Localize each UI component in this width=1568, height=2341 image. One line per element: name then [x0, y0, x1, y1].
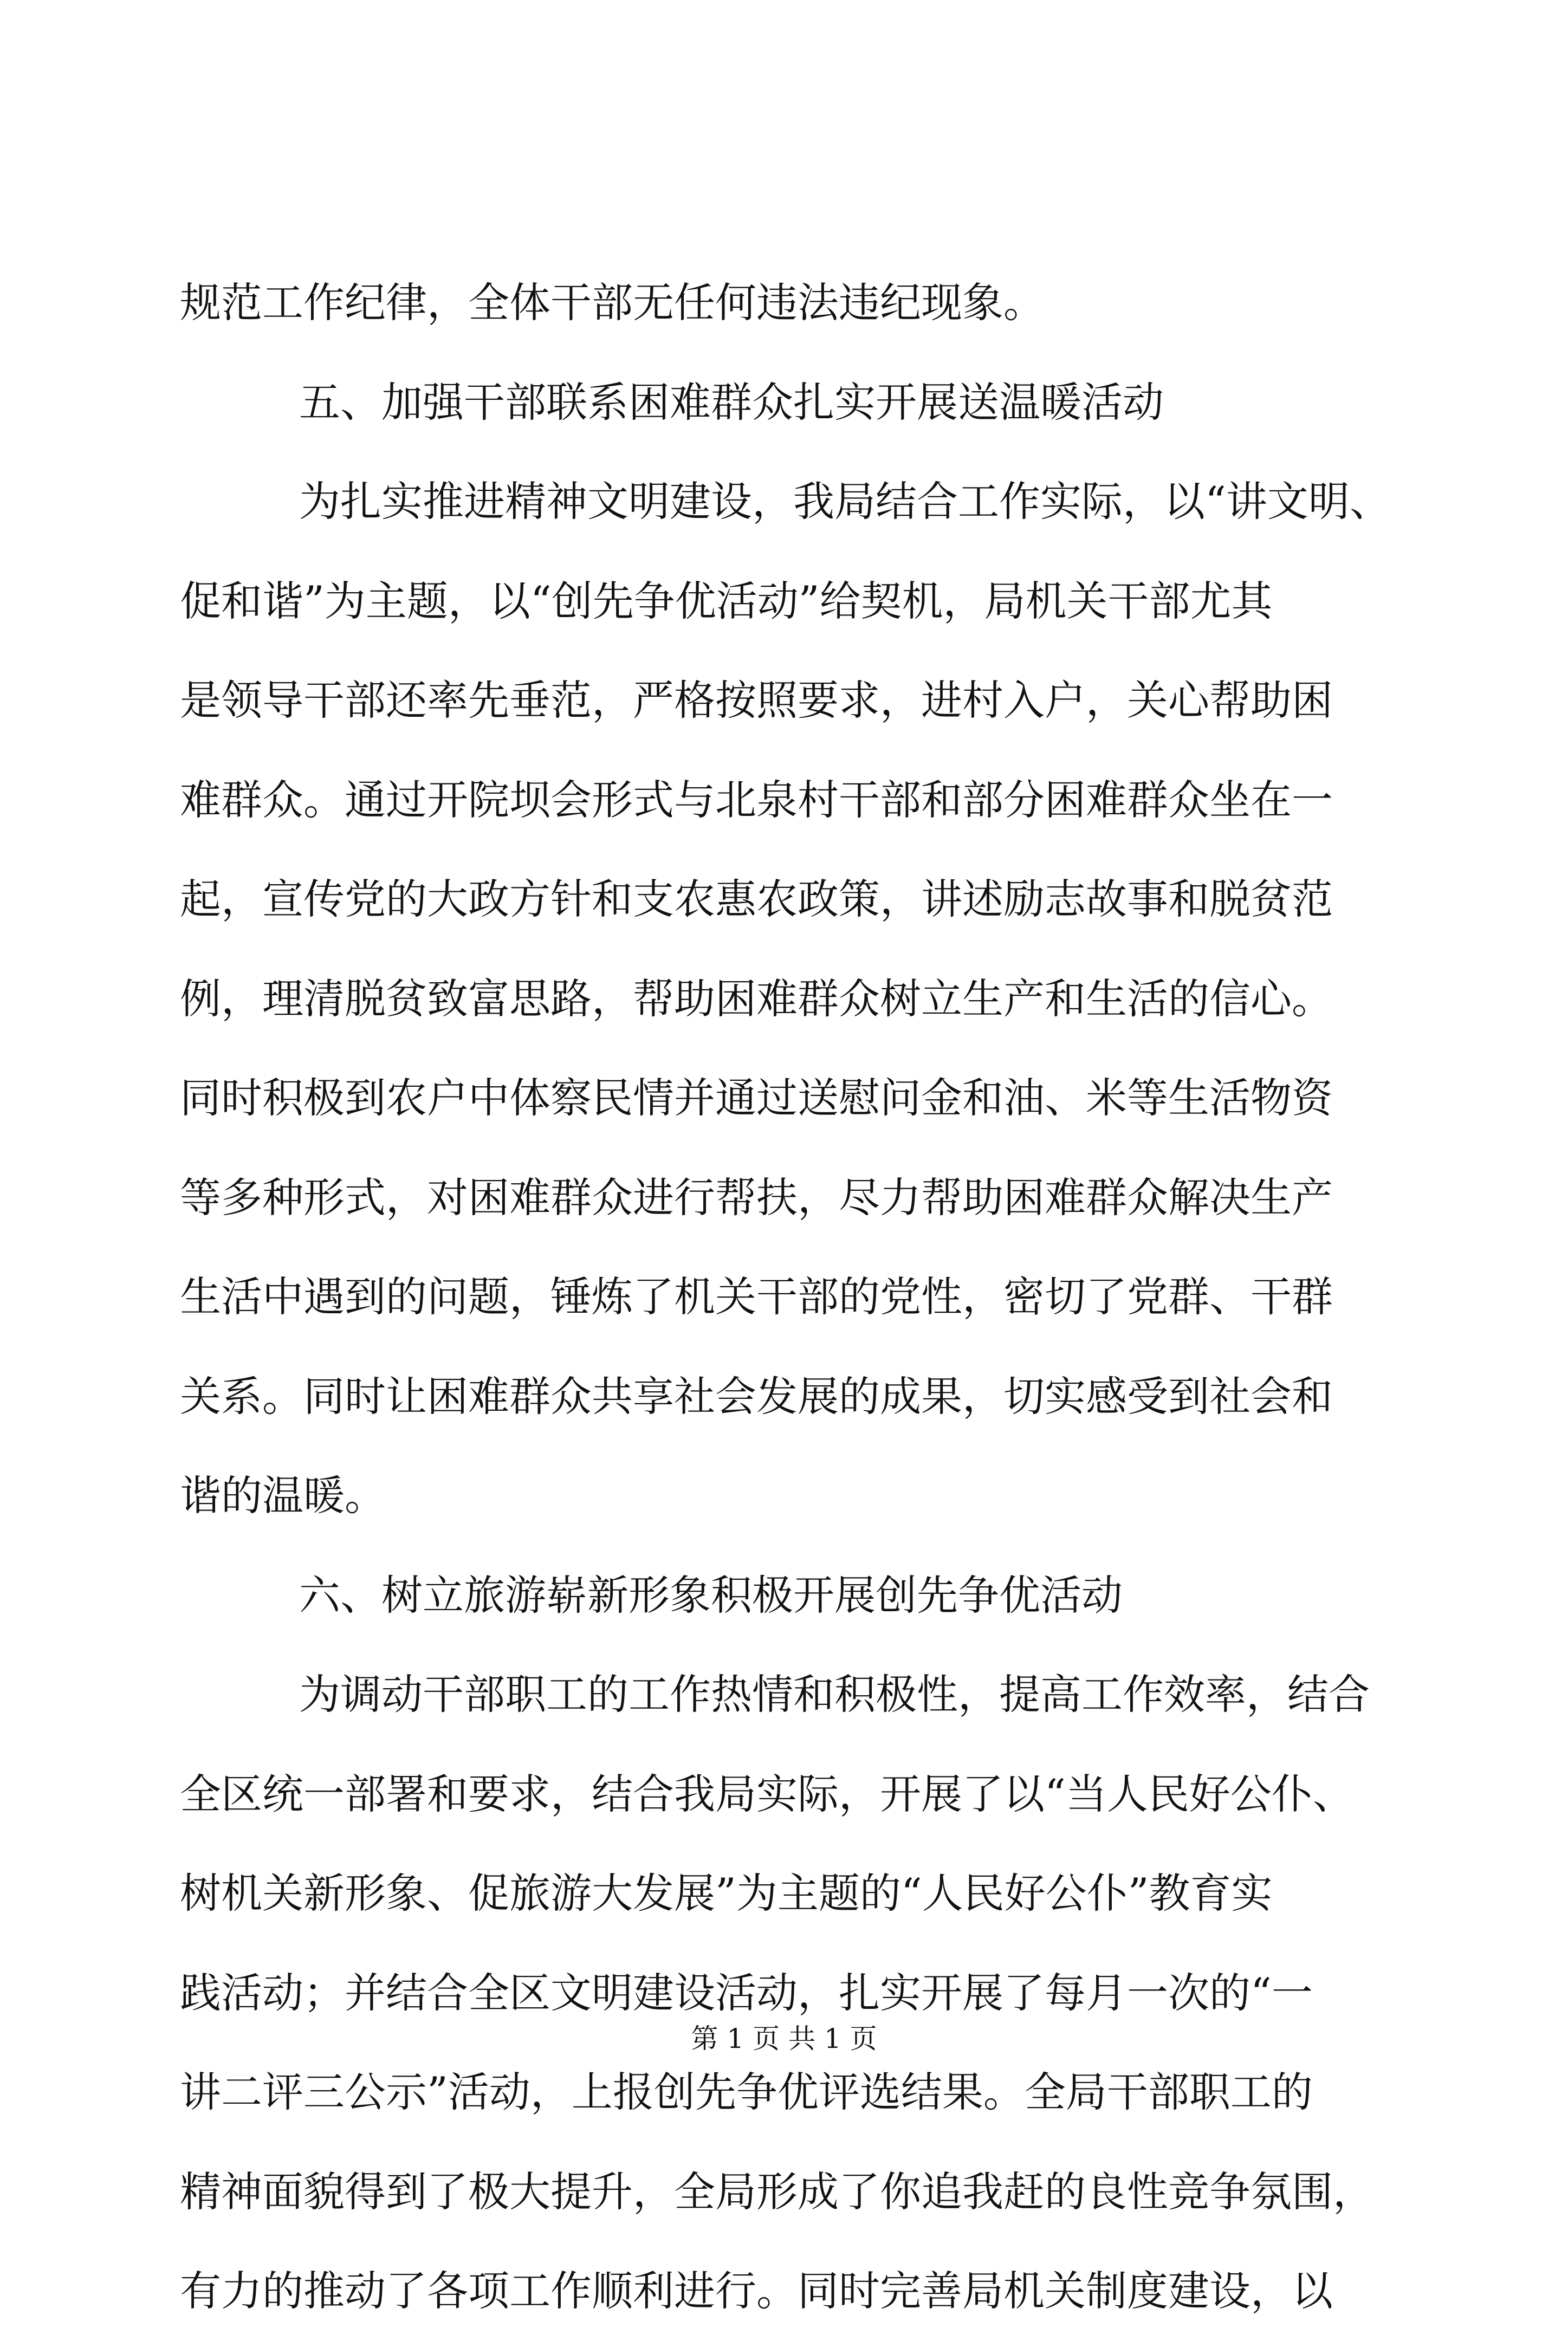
text-line: 为调动干部职工的工作热情和积极性，提高工作效率，结合 — [299, 1670, 1370, 1719]
text-line: 是领导干部还率先垂范，严格按照要求，进村入户，关心帮助困 — [180, 676, 1333, 724]
text-line: 等多种形式，对困难群众进行帮扶，尽力帮助困难群众解决生产 — [180, 1173, 1333, 1222]
text-line: 精神面貌得到了极大提升，全局形成了你追我赶的良性竞争氛围， — [180, 2167, 1374, 2216]
text-line: 同时积极到农户中体察民情并通过送慰问金和油、米等生活物资 — [180, 1074, 1333, 1122]
section-heading: 六、树立旅游崭新形象积极开展创先争优活动 — [299, 1571, 1123, 1619]
text-line: 谐的温暖。 — [180, 1471, 386, 1520]
page-footer: 第 1 页 共 1 页 — [691, 2023, 877, 2054]
text-line: 生活中遇到的问题，锤炼了机关干部的党性，密切了党群、干群 — [180, 1273, 1333, 1321]
text-line: 规范工作纪律，全体干部无任何违法违纪现象。 — [180, 278, 1045, 327]
text-line: 促和谐”为主题，以“创先争优活动”给契机，局机关干部尤其 — [180, 576, 1273, 625]
text-line: 有力的推动了各项工作顺利进行。同时完善局机关制度建设，以 — [180, 2267, 1333, 2315]
text-line: 起，宣传党的大政方针和支农惠农政策，讲述励志故事和脱贫范 — [180, 875, 1333, 923]
text-line: 树机关新形象、促旅游大发展”为主题的“人民好公仆”教育实 — [180, 1869, 1273, 1917]
text-line: 全区统一部署和要求，结合我局实际，开展了以“当人民好公仆、 — [180, 1769, 1354, 1818]
text-line: 例，理清脱贫致富思路，帮助困难群众树立生产和生活的信心。 — [180, 974, 1333, 1023]
text-line: 讲二评三公示”活动，上报创先争优评选结果。全局干部职工的 — [180, 2068, 1313, 2116]
text-line: 践活动；并结合全区文明建设活动，扎实开展了每月一次的“一 — [180, 1968, 1313, 2017]
section-heading: 五、加强干部联系困难群众扎实开展送温暖活动 — [299, 378, 1164, 426]
text-line: 难群众。通过开院坝会形式与北泉村干部和部分困难群众坐在一 — [180, 775, 1333, 824]
text-line: 关系。同时让困难群众共享社会发展的成果，切实感受到社会和 — [180, 1372, 1333, 1421]
text-line: 为扎实推进精神文明建设，我局结合工作实际，以“讲文明、 — [299, 477, 1391, 526]
